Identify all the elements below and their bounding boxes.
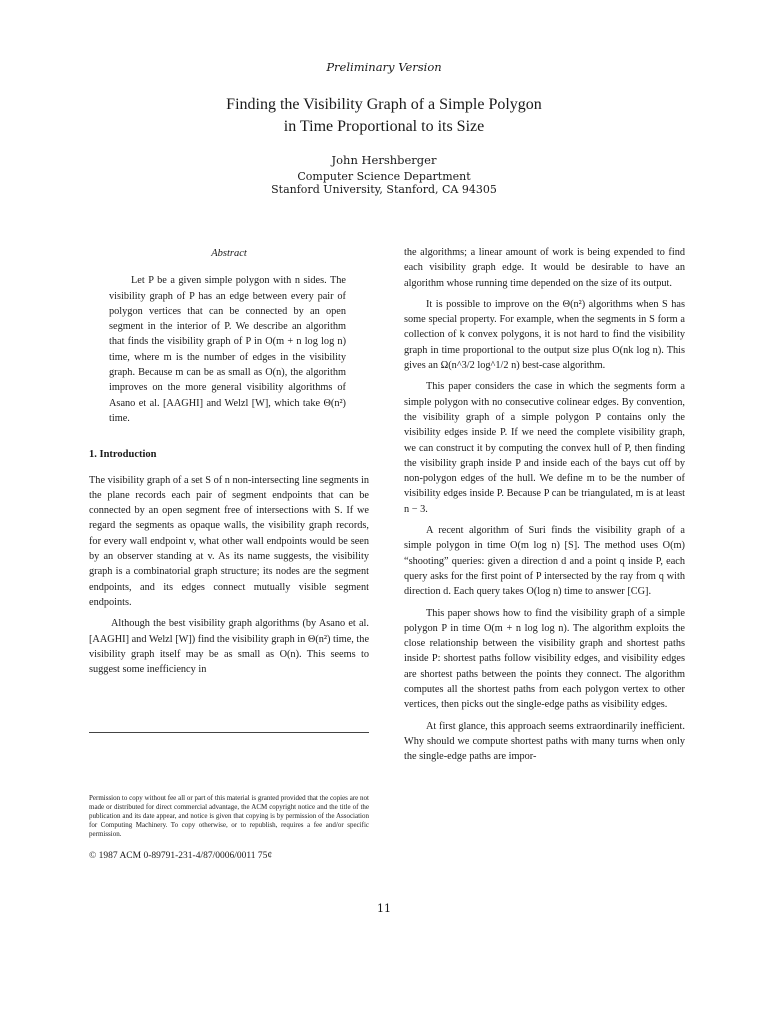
body-paragraph-first-glance: At first glance, this approach seems extraordinarily inefficient. Why should we compute shortest paths with many turns when only the single-edge paths are impor- <box>404 720 685 763</box>
abstract-text: Let P be a given simple polygon with n sides. The visibility graph of P has an edge between every pair of polygon vertices that can be connected by an open segment in the interior of P. We describe an algorithm that finds the visibility graph of P in O(m + n log log n) time, where m is the number of edges in the visibility graph. Because m can be as small as O(n), the algorithm improves on the more general visibility algorithms of Asano et al. [AAGHI] and Welzl [W], which take Θ(n²) time. <box>109 275 346 424</box>
page-number: 11 <box>377 902 391 915</box>
permission-notice: Permission to copy without fee all or part of this material is granted provided that the copies are not made or distributed for direct commercial advantage, the ACM copyright notice and the title of the publication and its date appear, and notice is given that copying is by permission of the Association for Computing Machinery. To copy otherwise, or to republish, requires a fee and/or specific permission. <box>89 794 369 838</box>
preliminary-version-label: Preliminary Version <box>326 60 442 74</box>
intro-paragraph-1: The visibility graph of a set S of n non-intersecting line segments in the plane records each pair of segment endpoints that can be connected by an open segment free of intersections with S. If we regard the segments as opaque walls, the visibility graph records, for every wall endpoint v, what other wall endpoints would be seen by an observer standing at v. As its name suggests, the visibility graph is a combinatorial graph structure; its nodes are the segment endpoints, and its edges connect mutually visible segment endpoints. <box>89 474 369 608</box>
affiliation <box>0 170 768 196</box>
section-heading-introduction: 1. Introduction <box>89 449 157 461</box>
title-line-1: Finding the Visibility Graph of a Simple Polygon <box>226 96 542 113</box>
copyright-line: © 1987 ACM 0-89791-231-4/87/0006/0011 75¢ <box>89 851 273 861</box>
body-paragraph-special-cases: It is possible to improve on the Θ(n²) algorithms when S has some special property. For example, when the segments in S form a collection of k convex polygons, it is not hard to find the visibility graph in time proportional to the output size plus O(nk log n). This gives an Ω(n^3/2 log^1/2 n) best-case algorithm. <box>404 298 685 372</box>
body-paragraph-continued: the algorithms; a linear amount of work is being expended to find each visibility graph edge. It would be desirable to have an algorithm whose running time depended on the size of its output. <box>404 247 685 289</box>
affiliation-university: Stanford University, Stanford, CA 94305 <box>271 183 497 196</box>
body-paragraph-suri: A recent algorithm of Suri finds the visibility graph of a simple polygon in time O(m log n) [S]. The method uses O(m) “shooting” queries: given a direction d and a point q inside P, each query asks for the first point of P intersected by the ray from q with direction d. Each query takes O(log n) time to answer [CG]. <box>404 525 685 598</box>
paper-title <box>0 94 768 138</box>
body-paragraph-simple-polygon: This paper considers the case in which the segments form a simple polygon with no consecutive colinear edges. By convention, the visibility graph of a simple polygon P contains only the visibility edges inside P. If we need the complete visibility graph, we can construct it by computing the convex hull of P, then finding the visibility graph inside P and inside each of the bays cut off by non-polygon edges of the hull. We define m to be the number of visibility edges inside P. Because P can be triangulated, m is at least n − 3. <box>404 381 685 515</box>
author-name: John Hershberger <box>331 153 437 167</box>
abstract-block <box>89 273 369 426</box>
abstract-heading: Abstract <box>211 248 247 259</box>
title-line-2: in Time Proportional to its Size <box>283 118 485 135</box>
intro-paragraph-2: Although the best visibility graph algorithms (by Asano et al. [AAGHI] and Welzl [W]) find the visibility graph in Θ(n²) time, the visibility graph itself may be as small as O(n). This seems to suggest some inefficiency in <box>89 618 370 676</box>
left-column <box>89 246 369 677</box>
right-column <box>404 245 685 765</box>
footnote-divider <box>89 732 369 733</box>
affiliation-department: Computer Science Department <box>297 170 471 183</box>
body-paragraph-contribution: This paper shows how to find the visibility graph of a simple polygon P in time O(m + n log log n). The algorithm exploits the close relationship between the visibility graph and shortest paths inside P: shortest paths follow visibility edges, and visibility edges are shortest paths between the points they connect. The algorithm computes all the shortest paths from each polygon vertex to other vertices, then picks out the single-edge paths as visibility edges. <box>404 607 685 711</box>
